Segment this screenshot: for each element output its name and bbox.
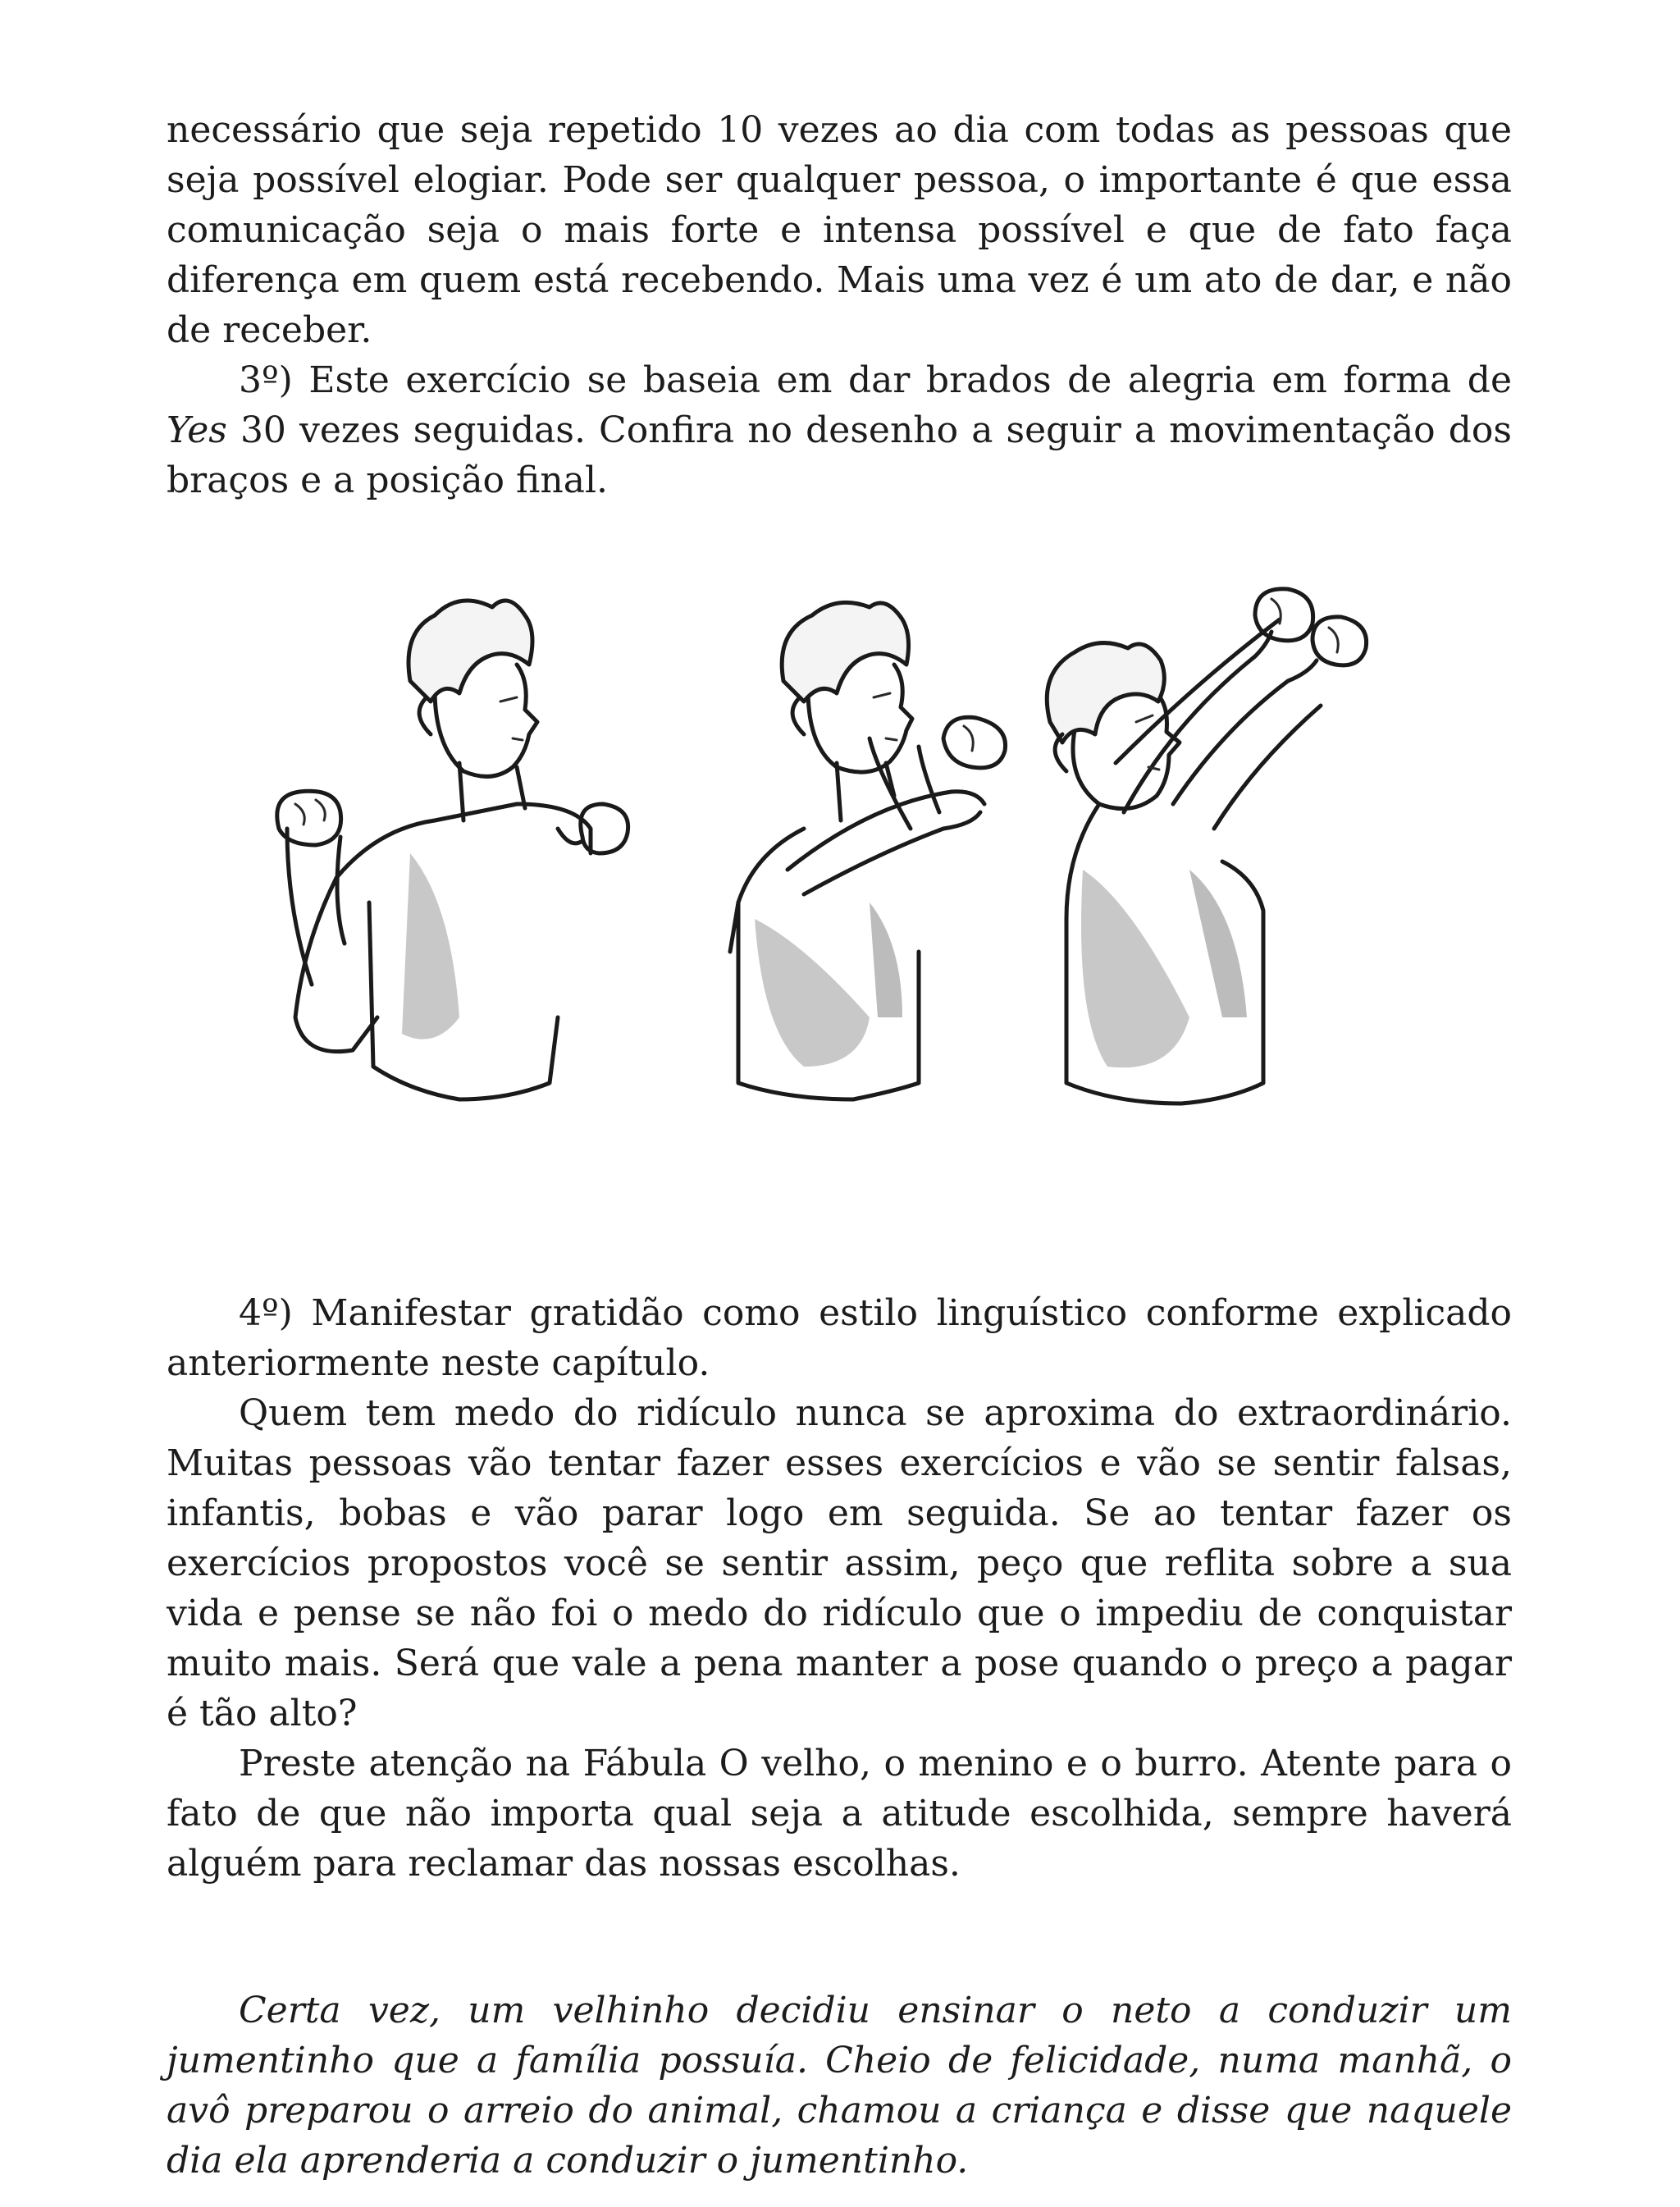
yes-word: Yes (167, 409, 227, 451)
pose-1 (277, 601, 628, 1099)
paragraph-exercise-3 (167, 355, 1512, 505)
exercise-illustration (164, 558, 1509, 1231)
paragraph-fable-intro: Preste atenção na Fábula O velho, o menino e o burro. Atente para o fato de que não importa qual seja a atitude escolhida, sempre haverá alguém para reclamar das nossas escolhas. (167, 1743, 1512, 1885)
three-poses-drawing-icon (164, 558, 1509, 1231)
exercise-3-rest: 30 vezes seguidas. Confira no desenho a seguir a movimentação dos braços e a posição final. (167, 409, 1512, 501)
bottom-text (167, 1288, 1512, 1889)
paragraph-praise: necessário que seja repetido 10 vezes ao dia com todas as pessoas que seja possível elogiar. Pode ser qualquer pessoa, o importante é que essa comunicação seja o mais forte e intensa possível e que de fato faça diferença em quem está recebendo. Mais uma vez é um ato de dar, e não de receber. (167, 109, 1512, 351)
paragraph-fable-italic: Certa vez, um velhinho decidiu ensinar o neto a conduzir um jumentinho que a família possuía. Cheio de felicidade, numa manhã, o avô preparou o arreio do animal, chamou a criança e disse que naquele dia ela aprenderia a conduzir o jumentinho. (167, 1990, 1512, 2182)
fable-excerpt (167, 1985, 1512, 2186)
paragraph-exercise-4: 4º) Manifestar gratidão como estilo linguístico conforme explicado anteriormente neste capítulo. (167, 1292, 1512, 1384)
paragraph-fear-of-ridicule: Quem tem medo do ridículo nunca se aproxima do extraordinário. Muitas pessoas vão tentar fazer esses exercícios e vão se sentir falsas, infantis, bobas e vão parar logo em seguida. Se ao tentar fazer os exercícios propostos você se sentir assim, peço que reflita sobre a sua vida e pense se não foi o medo do ridículo que o impediu de conquistar muito mais. Será que vale a pena manter a pose quando o preço a pagar é tão alto? (167, 1392, 1512, 1734)
pose-3 (1047, 589, 1366, 1104)
pose-2 (730, 602, 1006, 1099)
exercise-3-lead: 3º) Este exercício se baseia em dar brados de alegria em forma de (239, 359, 1512, 401)
top-text (167, 105, 1512, 505)
